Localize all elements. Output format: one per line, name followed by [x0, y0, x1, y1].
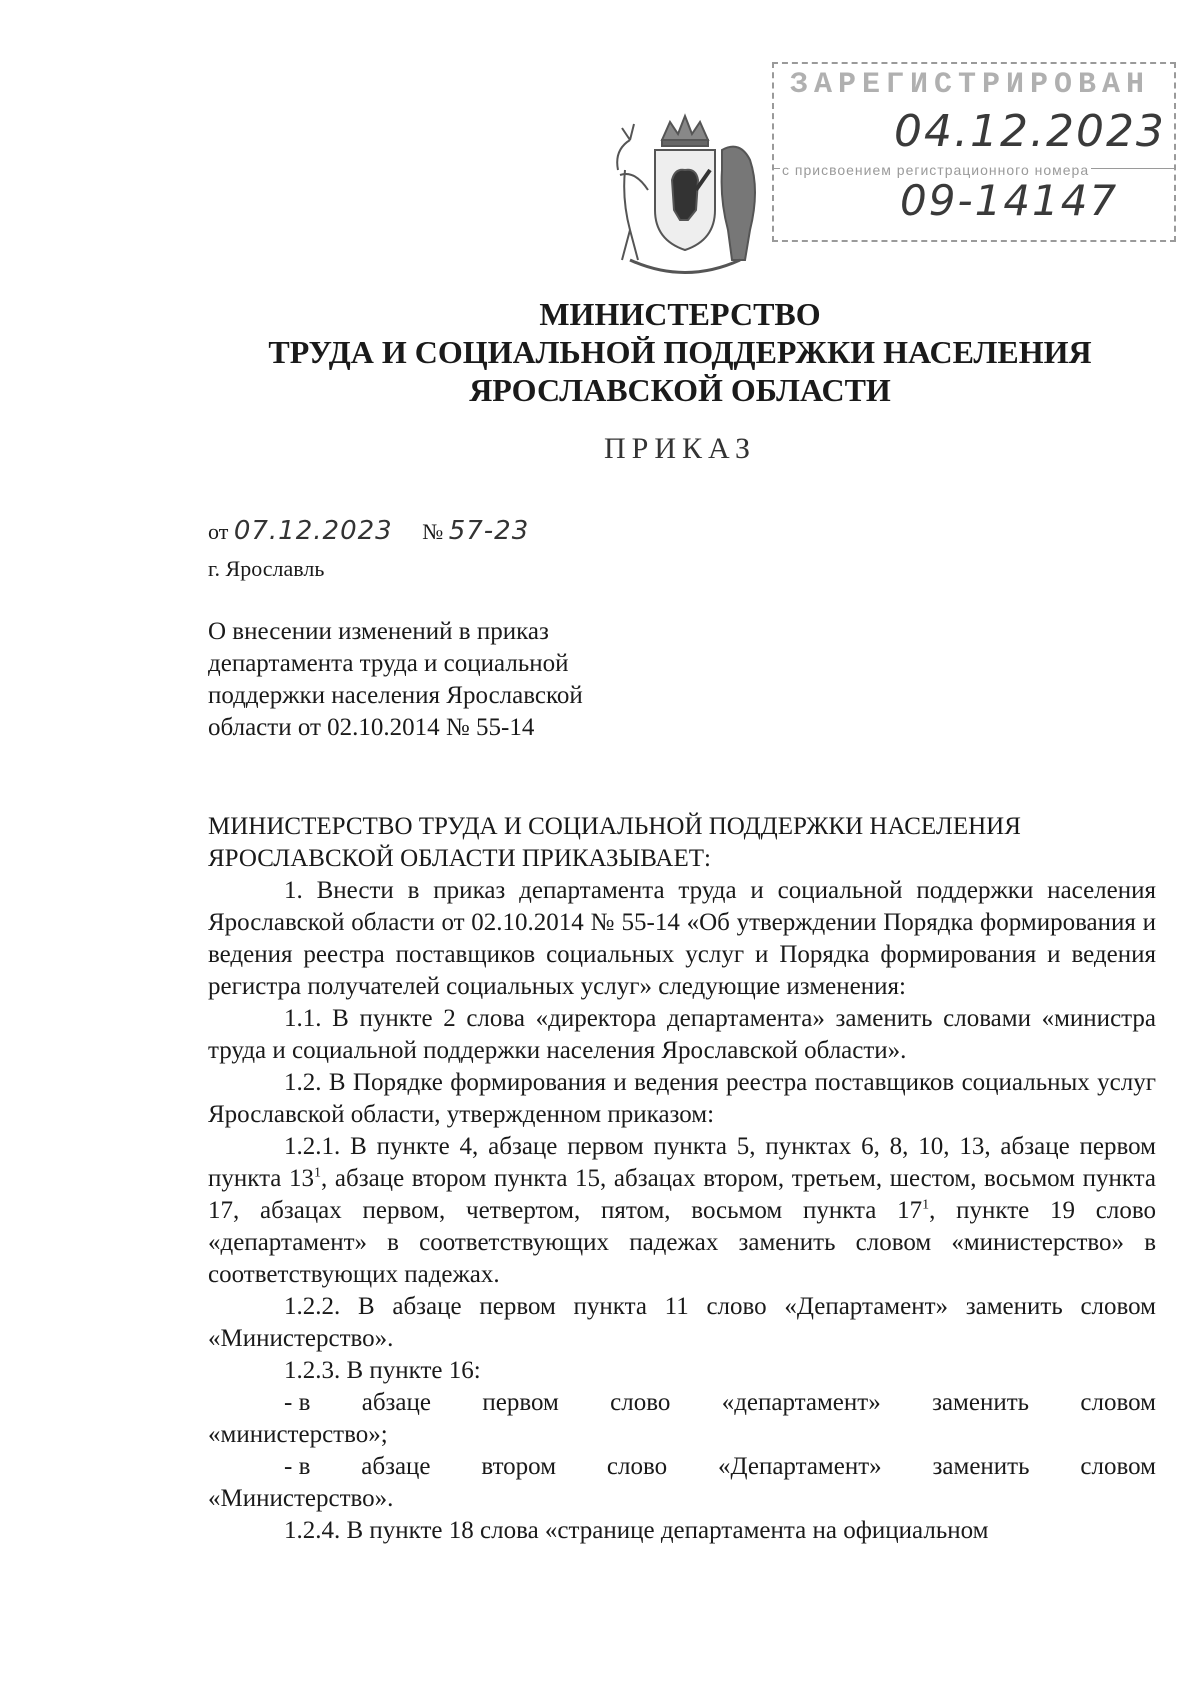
p121-text-b: , абзаце втором пункта 15, абзацах втором, третьем, шестом, восьмом пункта 17, абзацах первом, четвертом, пятом, восьмом пункта 17 — [208, 1165, 1156, 1224]
dash-word: «департамент» — [721, 1389, 881, 1416]
dash-end: «Министерство». — [208, 1485, 394, 1512]
subject-line: департамента труда и социальной — [208, 650, 569, 677]
superscript: 1 — [314, 1165, 322, 1181]
subject-line: О внесении изменений в приказ — [208, 618, 549, 645]
number-label: № — [422, 519, 444, 544]
dash-word: заменить — [932, 1389, 1030, 1416]
dash-word: абзаце — [361, 1389, 431, 1416]
paragraph-1-2: 1.2. В Порядке формирования и ведения реестра поставщиков социальных услуг Ярославской области, утвержденном приказом: — [208, 1069, 1156, 1128]
coat-of-arms-icon — [600, 110, 770, 280]
dash-item-2 — [208, 1451, 1156, 1515]
from-label: от — [208, 519, 229, 544]
dash-word: слово — [606, 1453, 668, 1480]
subject-line: поддержки населения Ярославской — [208, 682, 583, 709]
ministry-title-line3: ЯРОСЛАВСКОЙ ОБЛАСТИ — [469, 372, 891, 408]
order-subject — [208, 616, 583, 744]
p121-text-c: , пункте 19 слово «департамент» в соответствующих падежах заменить словом «министерство» в соответствующих падежах. — [208, 1197, 1156, 1288]
dash-item-1 — [208, 1387, 1156, 1451]
stamp-title: ЗАРЕГИСТРИРОВАН — [790, 68, 1151, 102]
dash-word: - в — [284, 1389, 311, 1416]
dash-word: - в — [284, 1453, 311, 1480]
dash-word: слово — [610, 1389, 671, 1416]
dash-end: «министерство»; — [208, 1421, 388, 1448]
order-dateline — [208, 516, 529, 546]
paragraph-1-2-1 — [208, 1131, 1156, 1291]
p121-text-a: 1.2.1. В пункте 4, абзаце первом пункта 5, пунктах 6, 8, 10, 13, абзаце первом пункта 13 — [208, 1133, 1156, 1192]
registration-stamp — [772, 62, 1176, 242]
dash-word: абзаце — [361, 1453, 431, 1480]
stamp-date: 04.12.2023 — [894, 106, 1166, 157]
stamp-subtitle: с присвоением регистрационного номера — [782, 162, 1090, 178]
city: г. Ярославль — [208, 556, 325, 581]
subject-line: области от 02.10.2014 № 55-14 — [208, 714, 535, 741]
dash-word: словом — [1080, 1389, 1156, 1416]
dash-word: заменить — [932, 1453, 1030, 1480]
ministry-title-line1: МИНИСТЕРСТВО — [539, 296, 821, 332]
paragraph-1-1: 1.1. В пункте 2 слова «директора департамента» заменить словами «министра труда и социальной поддержки населения Ярославской области». — [208, 1005, 1156, 1064]
ministry-title-line2: ТРУДА И СОЦИАЛЬНОЙ ПОДДЕРЖКИ НАСЕЛЕНИЯ — [268, 334, 1092, 370]
paragraph-1-2-4: 1.2.4. В пункте 18 слова «странице департамента на официальном — [284, 1517, 989, 1544]
dash-word: втором — [481, 1453, 557, 1480]
dash-word: «Департамент» — [718, 1453, 882, 1480]
document-type: ПРИКАЗ — [604, 432, 756, 465]
paragraph-1-2-2: 1.2.2. В абзаце первом пункта 11 слово «Департамент» заменить словом «Министерство». — [208, 1293, 1156, 1352]
dash-word: первом — [482, 1389, 559, 1416]
order-intro: МИНИСТЕРСТВО ТРУДА И СОЦИАЛЬНОЙ ПОДДЕРЖКИ НАСЕЛЕНИЯ ЯРОСЛАВСКОЙ ОБЛАСТИ ПРИКАЗЫВАЕТ: — [208, 813, 1021, 872]
superscript: 1 — [922, 1197, 930, 1213]
paragraph-1: 1. Внести в приказ департамента труда и социальной поддержки населения Ярославской области от 02.10.2014 № 55-14 «Об утверждении Порядка формирования и ведения реестра поставщиков социальных услуг и Порядка формирования и ведения регистра получателей социальных услуг» следующие изменения: — [208, 877, 1156, 1000]
stamp-reg-number: 09-14147 — [900, 176, 1119, 225]
dash-word: словом — [1080, 1453, 1156, 1480]
order-date: 07.12.2023 — [233, 516, 393, 546]
paragraph-1-2-3: 1.2.3. В пункте 16: — [284, 1357, 481, 1384]
order-body — [208, 811, 1156, 1547]
order-number: 57-23 — [448, 516, 530, 546]
